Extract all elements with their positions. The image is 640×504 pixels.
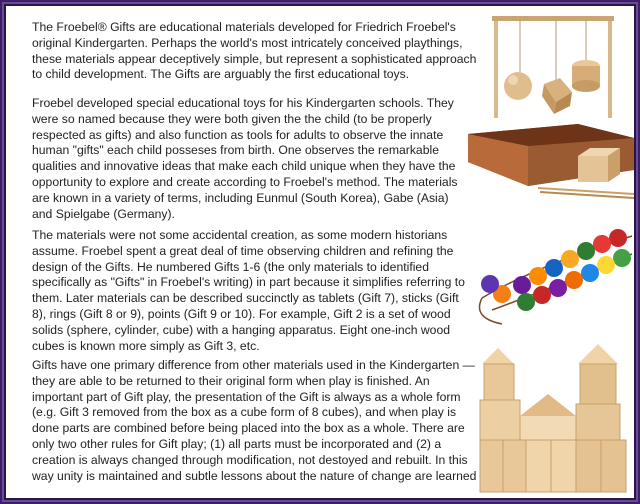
paragraph-toys: Froebel developed special educational toys for his Kindergarten schools. They were so named because they were both given the the child (to be properly respected as gifts) and also function as tools for adults to observe the innate human "gifts" each child posseses from birth. One observes the remarkable qualities and innovative ideas that make each child unique when they have the opportunity to explore and create according to Froebel's method. The materials are known in a variety of terms, including Eunmul (South Korea), Gabe (Asia) and Spielgabe (Germany). bbox=[32, 96, 458, 221]
content-frame bbox=[4, 4, 636, 500]
wood-block-castle-image bbox=[476, 336, 634, 496]
paragraph-rules: Gifts have one primary difference from other materials used in the Kindergarten — they are able to be returned to their original form when play is finished. An important part of Gift play, the presentation of the Gift is always as a whole form (e.g. Gift 3 removed from the box as a cube form of 8 cubes), and when play is done parts are combined before being placed into the box as a whole. There are only two other rules for Gift play; (1) all parts must be incorporated and (2) a creation is always changed through modification, not destoyed and rebuilt. In this way unity is maintained and subtle lessons about the nature of change are learned bbox=[32, 358, 477, 483]
paragraph-intro: The Froebel® Gifts are educational materials developed for Friedrich Froebel's original Kindergarten. Perhaps the world's most intricately conceived playthings, these materials appear deceptively simple, but represent a sophisticated approach to child development. The Gifts are arguably the first educational toys. bbox=[32, 20, 477, 82]
gift2-hanging-apparatus-image bbox=[458, 10, 634, 200]
gift1-yarn-balls-image bbox=[442, 228, 634, 328]
paragraph-design: The materials were not some accidental creation, as some modern historians assume. Froebel spent a great deal of time observing children and refining the design of the Gifts. He numbered Gifts 1-6 (the only materials to identified specifically as "Gifts" in Froebel's writing) in part because it simplifies referring to them. Later materials can be described succinctly as tablets (Gift 7), sticks (Gift 8), rings (Gift 8 or 9), points (Gift 9 or 10). For example, Gift 2 is a set of wood solids (sphere, cylinder, cube) with a hanging apparatus. Eight one-inch wood cubes is known more simply as Gift 3, etc. bbox=[32, 228, 465, 353]
